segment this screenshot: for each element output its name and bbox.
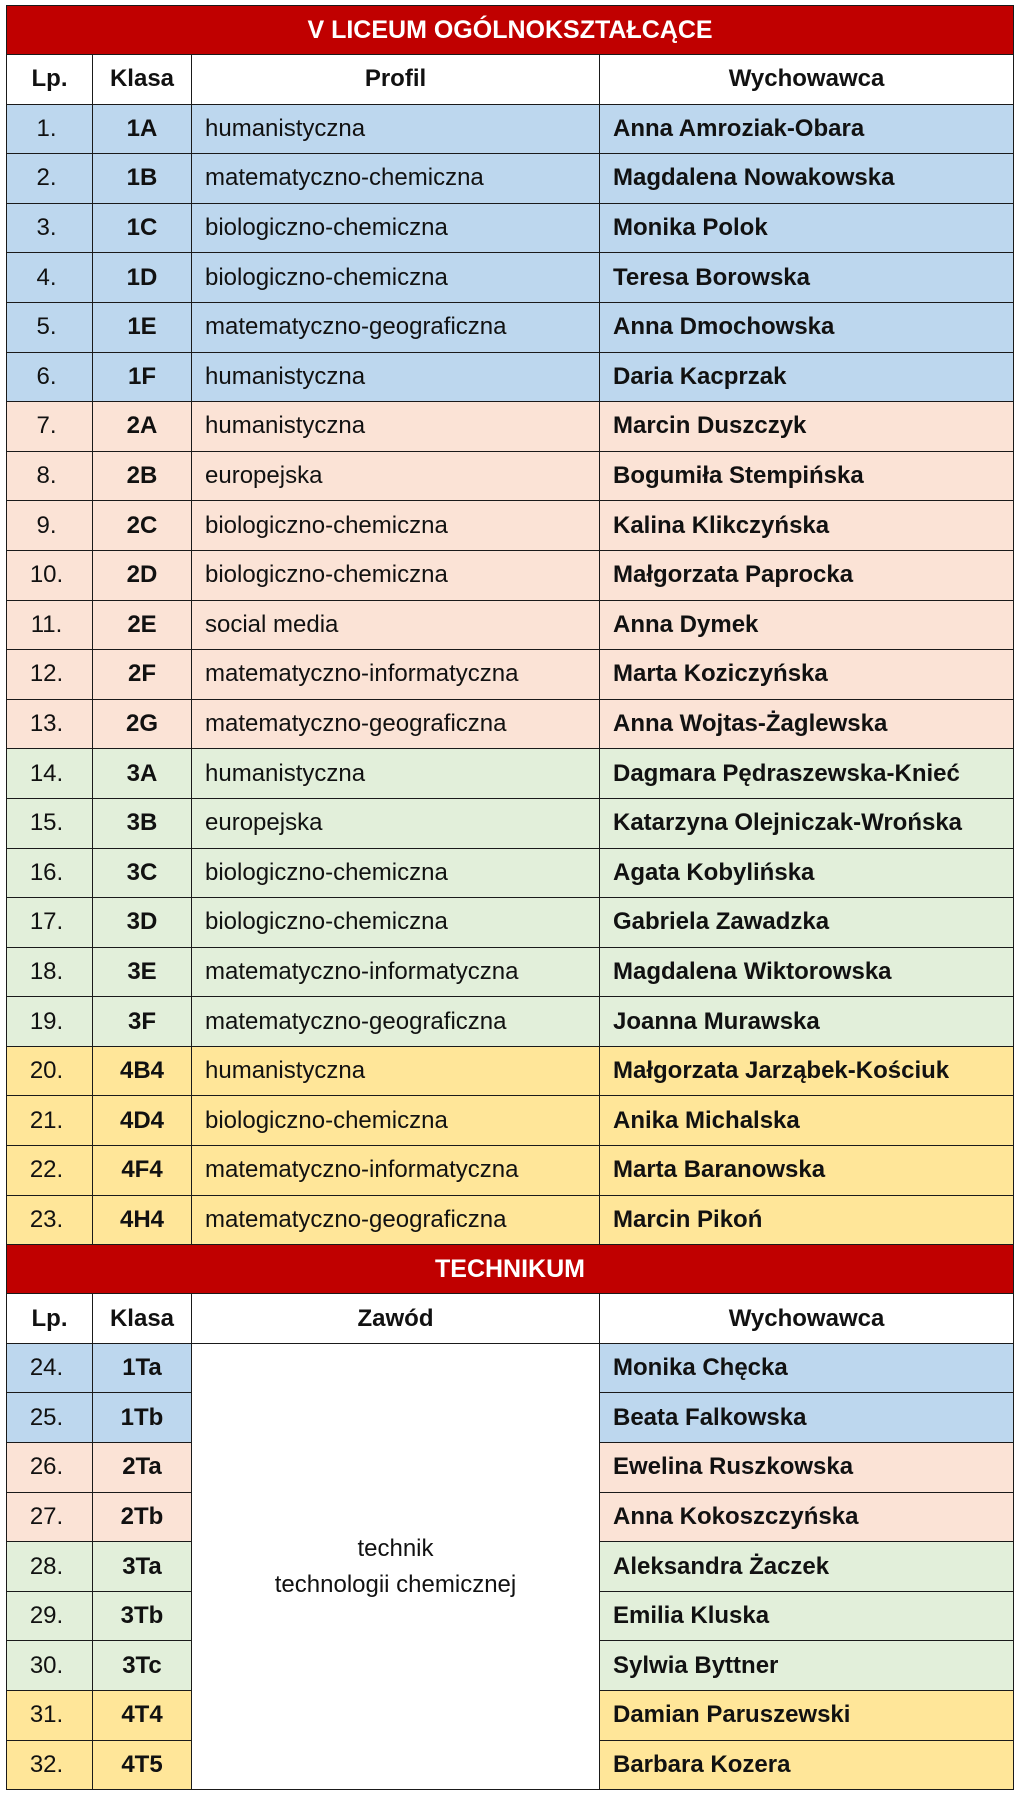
row-profil: humanistyczna xyxy=(192,104,600,154)
row-klasa: 3D xyxy=(93,898,192,948)
zawod-line-1: technik xyxy=(357,1534,434,1562)
row-klasa: 1B xyxy=(93,154,192,204)
lo-table-row xyxy=(7,699,1014,749)
tech-header-lp: Lp. xyxy=(7,1294,93,1344)
row-profil: humanistyczna xyxy=(192,402,600,452)
row-lp: 16. xyxy=(7,848,93,898)
row-profil: biologiczno-chemiczna xyxy=(192,898,600,948)
row-wychowawca: Emilia Kluska xyxy=(600,1591,1014,1641)
row-lp: 4. xyxy=(7,253,93,303)
class-list-document xyxy=(6,5,1013,1790)
lo-table-row xyxy=(7,650,1014,700)
row-wychowawca: Anna Dmochowska xyxy=(600,302,1014,352)
tech-table-row xyxy=(7,1343,1014,1393)
row-klasa: 4D4 xyxy=(93,1096,192,1146)
row-lp: 11. xyxy=(7,600,93,650)
row-lp: 6. xyxy=(7,352,93,402)
row-lp: 26. xyxy=(7,1443,93,1493)
tech-title-row xyxy=(7,1245,1014,1294)
row-lp: 1. xyxy=(7,104,93,154)
row-klasa: 2E xyxy=(93,600,192,650)
row-profil: humanistyczna xyxy=(192,1046,600,1096)
row-wychowawca: Monika Chęcka xyxy=(600,1343,1014,1393)
row-wychowawca: Anna Amroziak-Obara xyxy=(600,104,1014,154)
lo-table-row xyxy=(7,402,1014,452)
row-klasa: 4F4 xyxy=(93,1146,192,1196)
row-profil: humanistyczna xyxy=(192,749,600,799)
row-wychowawca: Teresa Borowska xyxy=(600,253,1014,303)
row-klasa: 3B xyxy=(93,798,192,848)
row-wychowawca: Anna Wojtas-Żaglewska xyxy=(600,699,1014,749)
lo-header-wychowawca: Wychowawca xyxy=(600,55,1014,105)
row-profil: biologiczno-chemiczna xyxy=(192,253,600,303)
lo-section-title: V LICEUM OGÓLNOKSZTAŁCĄCE xyxy=(7,6,1014,55)
row-profil: matematyczno-geograficzna xyxy=(192,1195,600,1245)
row-wychowawca: Małgorzata Jarząbek-Kościuk xyxy=(600,1046,1014,1096)
row-klasa: 3Ta xyxy=(93,1542,192,1592)
row-klasa: 1Ta xyxy=(93,1343,192,1393)
row-wychowawca: Gabriela Zawadzka xyxy=(600,898,1014,948)
row-lp: 29. xyxy=(7,1591,93,1641)
lo-table-row xyxy=(7,898,1014,948)
row-wychowawca: Małgorzata Paprocka xyxy=(600,550,1014,600)
row-profil: biologiczno-chemiczna xyxy=(192,550,600,600)
lo-table-row xyxy=(7,848,1014,898)
lo-header-klasa: Klasa xyxy=(93,55,192,105)
row-wychowawca: Agata Kobylińska xyxy=(600,848,1014,898)
row-klasa: 4H4 xyxy=(93,1195,192,1245)
row-wychowawca: Marcin Duszczyk xyxy=(600,402,1014,452)
row-lp: 24. xyxy=(7,1343,93,1393)
lo-table-row xyxy=(7,947,1014,997)
row-wychowawca: Marta Baranowska xyxy=(600,1146,1014,1196)
row-lp: 15. xyxy=(7,798,93,848)
row-lp: 9. xyxy=(7,501,93,551)
row-wychowawca: Katarzyna Olejniczak-Wrońska xyxy=(600,798,1014,848)
class-table xyxy=(6,5,1014,1790)
row-klasa: 4T4 xyxy=(93,1691,192,1741)
tech-header-wychowawca: Wychowawca xyxy=(600,1294,1014,1344)
lo-table-row xyxy=(7,253,1014,303)
row-wychowawca: Barbara Kozera xyxy=(600,1740,1014,1790)
row-klasa: 3A xyxy=(93,749,192,799)
lo-table-row xyxy=(7,203,1014,253)
row-wychowawca: Monika Polok xyxy=(600,203,1014,253)
row-wychowawca: Aleksandra Żaczek xyxy=(600,1542,1014,1592)
row-lp: 3. xyxy=(7,203,93,253)
row-lp: 30. xyxy=(7,1641,93,1691)
row-lp: 32. xyxy=(7,1740,93,1790)
row-klasa: 2G xyxy=(93,699,192,749)
lo-table-row xyxy=(7,352,1014,402)
row-klasa: 1F xyxy=(93,352,192,402)
row-profil: matematyczno-geograficzna xyxy=(192,997,600,1047)
row-wychowawca: Magdalena Wiktorowska xyxy=(600,947,1014,997)
row-profil: matematyczno-geograficzna xyxy=(192,302,600,352)
row-klasa: 1D xyxy=(93,253,192,303)
zawod-line-2: technologii chemicznej xyxy=(274,1570,517,1598)
row-profil: biologiczno-chemiczna xyxy=(192,203,600,253)
row-klasa: 1C xyxy=(93,203,192,253)
row-klasa: 2Ta xyxy=(93,1443,192,1493)
lo-table-row xyxy=(7,302,1014,352)
row-wychowawca: Bogumiła Stempińska xyxy=(600,451,1014,501)
row-lp: 7. xyxy=(7,402,93,452)
lo-table-row xyxy=(7,997,1014,1047)
row-lp: 13. xyxy=(7,699,93,749)
row-wychowawca: Anna Kokoszczyńska xyxy=(600,1492,1014,1542)
row-klasa: 1E xyxy=(93,302,192,352)
row-lp: 31. xyxy=(7,1691,93,1741)
tech-header-klasa: Klasa xyxy=(93,1294,192,1344)
row-wychowawca: Beata Falkowska xyxy=(600,1393,1014,1443)
row-lp: 10. xyxy=(7,550,93,600)
lo-header-lp: Lp. xyxy=(7,55,93,105)
row-wychowawca: Marcin Pikoń xyxy=(600,1195,1014,1245)
row-lp: 19. xyxy=(7,997,93,1047)
tech-section-title: TECHNIKUM xyxy=(7,1245,1014,1294)
lo-table-row xyxy=(7,1146,1014,1196)
row-klasa: 4T5 xyxy=(93,1740,192,1790)
row-wychowawca: Joanna Murawska xyxy=(600,997,1014,1047)
row-klasa: 2Tb xyxy=(93,1492,192,1542)
row-klasa: 2D xyxy=(93,550,192,600)
row-wychowawca: Sylwia Byttner xyxy=(600,1641,1014,1691)
lo-header-row xyxy=(7,55,1014,105)
row-lp: 8. xyxy=(7,451,93,501)
lo-table-row xyxy=(7,798,1014,848)
row-klasa: 3Tb xyxy=(93,1591,192,1641)
row-lp: 27. xyxy=(7,1492,93,1542)
row-profil: social media xyxy=(192,600,600,650)
row-profil: matematyczno-informatyczna xyxy=(192,1146,600,1196)
lo-table-row xyxy=(7,600,1014,650)
row-klasa: 1Tb xyxy=(93,1393,192,1443)
lo-table-row xyxy=(7,104,1014,154)
row-profil: europejska xyxy=(192,451,600,501)
row-wychowawca: Marta Koziczyńska xyxy=(600,650,1014,700)
row-lp: 25. xyxy=(7,1393,93,1443)
row-lp: 12. xyxy=(7,650,93,700)
lo-table-row xyxy=(7,501,1014,551)
row-klasa: 2C xyxy=(93,501,192,551)
lo-table-row xyxy=(7,1195,1014,1245)
row-lp: 14. xyxy=(7,749,93,799)
zawod-cell xyxy=(192,1343,600,1789)
row-klasa: 3C xyxy=(93,848,192,898)
row-wychowawca: Anika Michalska xyxy=(600,1096,1014,1146)
row-wychowawca: Ewelina Ruszkowska xyxy=(600,1443,1014,1493)
lo-title-row xyxy=(7,6,1014,55)
row-profil: humanistyczna xyxy=(192,352,600,402)
row-wychowawca: Daria Kacprzak xyxy=(600,352,1014,402)
lo-header-profil: Profil xyxy=(192,55,600,105)
tech-header-zawod: Zawód xyxy=(192,1294,600,1344)
lo-table-row xyxy=(7,154,1014,204)
row-profil: matematyczno-geograficzna xyxy=(192,699,600,749)
row-profil: matematyczno-informatyczna xyxy=(192,947,600,997)
row-lp: 20. xyxy=(7,1046,93,1096)
lo-table-row xyxy=(7,550,1014,600)
row-profil: matematyczno-informatyczna xyxy=(192,650,600,700)
row-wychowawca: Dagmara Pędraszewska-Knieć xyxy=(600,749,1014,799)
row-wychowawca: Damian Paruszewski xyxy=(600,1691,1014,1741)
row-wychowawca: Magdalena Nowakowska xyxy=(600,154,1014,204)
row-lp: 22. xyxy=(7,1146,93,1196)
row-klasa: 1A xyxy=(93,104,192,154)
row-wychowawca: Kalina Klikczyńska xyxy=(600,501,1014,551)
lo-table-row xyxy=(7,451,1014,501)
row-klasa: 2F xyxy=(93,650,192,700)
row-klasa: 3F xyxy=(93,997,192,1047)
lo-table-row xyxy=(7,749,1014,799)
row-klasa: 4B4 xyxy=(93,1046,192,1096)
row-profil: biologiczno-chemiczna xyxy=(192,501,600,551)
row-profil: biologiczno-chemiczna xyxy=(192,1096,600,1146)
lo-table-row xyxy=(7,1046,1014,1096)
row-klasa: 3E xyxy=(93,947,192,997)
tech-header-row xyxy=(7,1294,1014,1344)
row-klasa: 3Tc xyxy=(93,1641,192,1691)
row-lp: 21. xyxy=(7,1096,93,1146)
row-lp: 18. xyxy=(7,947,93,997)
row-lp: 2. xyxy=(7,154,93,204)
row-profil: biologiczno-chemiczna xyxy=(192,848,600,898)
lo-table-row xyxy=(7,1096,1014,1146)
row-lp: 5. xyxy=(7,302,93,352)
row-profil: matematyczno-chemiczna xyxy=(192,154,600,204)
row-profil: europejska xyxy=(192,798,600,848)
row-klasa: 2B xyxy=(93,451,192,501)
row-lp: 28. xyxy=(7,1542,93,1592)
row-lp: 23. xyxy=(7,1195,93,1245)
row-klasa: 2A xyxy=(93,402,192,452)
row-wychowawca: Anna Dymek xyxy=(600,600,1014,650)
row-lp: 17. xyxy=(7,898,93,948)
